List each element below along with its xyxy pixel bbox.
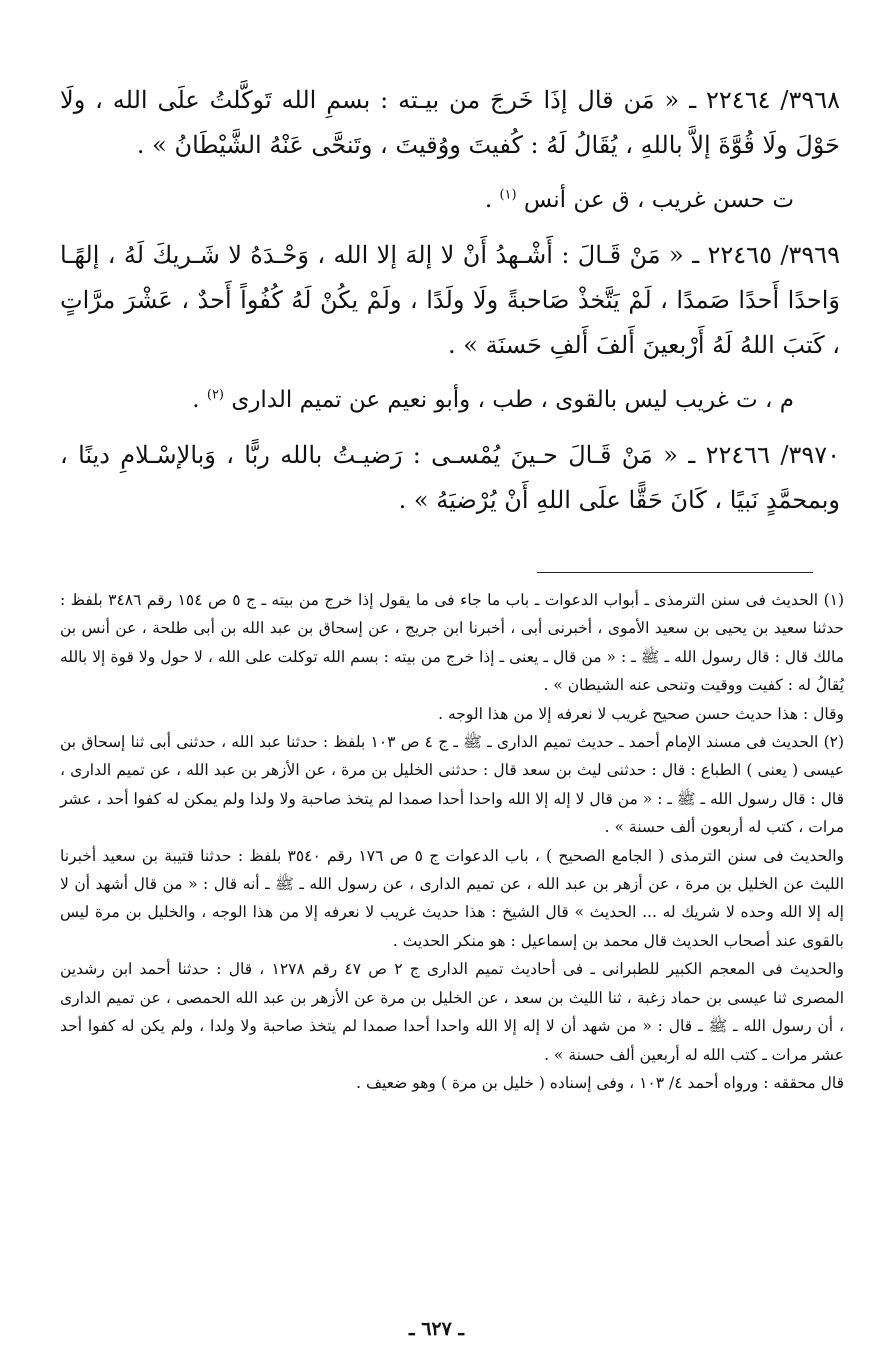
page-number: ـ ٦٢٧ ـ [409, 1318, 464, 1340]
source-text: م ، ت غريب ليس بالقوى ، طب ، وأبو نعيم عن تميم الدارى [231, 387, 794, 413]
footnote-ref-1[interactable]: (١) [499, 187, 517, 203]
footnote-2: (٢) الحديث فى مسند الإمام أحمد ـ حديث تميم الدارى ـ ﷺ ـ ج ٤ ص ١٠٣ بلفظ : حدثنا عبد الله ، حدثنى أبى ثنا إسحاق بن عيسى ( يعنى ) الطباع : قال : حدثنى ليث بن سعد قال : حدثنى الخليل بن مرة ، عن الأزهر بن عبد الله ، عن تميم الدارى ، قال : قال رسول الله ـ ﷺ ـ : « من قال لا إله إلا الله واحدا أحدا صمدا لم يتخذ صاحبة ولا ولدا ولم يمكن له كفوا أحد ، عشر مرات ، كتب له أربعون ألف حسنة » . [60, 733, 845, 837]
hadith-3968-source [60, 178, 840, 223]
source-text: ت حسن غريب ، ق عن أنس [523, 187, 794, 213]
footnote-1-comment: وقال : هذا حديث حسن صحيح غريب لا نعرفه إلا من هذا الوجه . [438, 704, 844, 723]
main-text [60, 78, 840, 533]
hadith-3969: ٣٩٦٩/ ٢٢٤٦٥ ـ « مَنْ قَـالَ : أَشْـهدُ أَنْ لا إلهَ إلا الله ، وَحْـدَهُ لا شَـريكَ لَهُ ، إلهًـا وَاحدًا أَحدًا صَمدًا ، لَمْ يَتَّخذْ صَاحبةً ولَا ولَدًا ، ولَمْ يكُنْ لَهُ كُفُواً أَحدٌ ، عَشْرَ مرَّاتٍ ، كَتبَ اللهُ لَهُ أَرْبعينَ أَلفَ أَلفِ حَسنَة » . [60, 241, 841, 359]
hadith-3968: ٣٩٦٨/ ٢٢٤٦٤ ـ « مَن قال إذَا خَرجَ من بيـته : بسمِ الله تَوكَّلتُ علَى الله ، ولَا حَوْلَ ولَا قُوَّةَ إلاَّ باللهِ ، يُقَالُ لَهُ : كُفيتَ ووُقيتَ ، وتَنحَّى عَنْهُ الشَّيْطَانُ » . [60, 86, 840, 159]
source-end: . [192, 387, 207, 413]
footnote-2-tabarani: والحديث فى المعجم الكبير للطبرانى ـ فى أحاديث تميم الدارى ج ٢ ص ٤٧ رقم ١٢٧٨ ، قال : حدثنا أحمد ابن رشدين المصرى ثنا عيسى بن حماد زغبة ، ثنا الليث بن سعد ، عن الخليل بن مرة عن الأزهر بن عبد الله الحمصى ، عن تميم الدارى ، أن رسول الله ـ ﷺ ـ قال : « من شهد أن لا إله إلا الله واحدا أحدا صمدا لم يتخذ صاحبة ولا ولدا ، ولم يكن له كفوا أحد عشر مرات ـ كتب الله له أربعين ألف حسنة » . [60, 960, 844, 1064]
hadith-3970: ٣٩٧٠/ ٢٢٤٦٦ ـ « مَنْ قَـالَ حـينَ يُمْسـى : رَضيـتُ بالله ربًّا ، وَبالإسْـلامِ دينًا ، وبمحمَّدٍ نَبيًا ، كَانَ حَقًّا علَى اللهِ أَنْ يُرْضيَهُ » . [60, 441, 841, 514]
footnotes [60, 586, 844, 1097]
source-end: . [484, 187, 500, 213]
footnote-2-editor: قال محققه : ورواه أحمد ٤/ ١٠٣ ، وفى إسناده ( خليل بن مرة ) وهو ضعيف . [356, 1073, 844, 1092]
hadith-3969-source [60, 378, 840, 423]
footnote-divider [537, 572, 813, 573]
footnote-ref-2[interactable]: (٢) [206, 387, 224, 403]
footnote-2-tirmidhi: والحديث فى سنن الترمذى ( الجامع الصحيح ) ، باب الدعوات ج ٥ ص ١٧٦ رقم ٣٥٤٠ بلفظ : حدثنا قتيبة بن سعيد أخبرنا الليث عن الخليل بن مرة ، عن أزهر بن عبد الله ، عن تميم الدارى ، عن رسول الله ـ ﷺ ـ أنه قال : « من قال أشهد أن لا إله إلا الله وحده لا شريك له ... الحديث » قال الشيخ : هذا حديث غريب لا نعرفه إلا من هذا الوجه ، والخليل بن مرة ليس بالقوى عند أصحاب الحديث قال محمد بن إسماعيل : هو منكر الحديث . [60, 846, 844, 950]
footnote-1: (١) الحديث فى سنن الترمذى ـ أبواب الدعوات ـ باب ما جاء فى ما يقول إذا خرج من بيته ـ ج ٥ ص ١٥٤ رقم ٣٤٨٦ بلفظ : حدثنا سعيد بن يحيى بن سعيد الأموى ، أخبرنى أبى ، أخبرنا ابن جريج ، عن إسحاق بن عبد الله بن أبى طلحة ، عن أنس بن مالك قال : قال رسول الله ـ ﷺ ـ : « من قال ـ يعنى ـ إذا خرج من بيته : بسم الله توكلت على الله ، لا حول ولا قوة إلا بالله يُقالُ له : كفيت ووقيت وتنحى عنه الشيطان » . [60, 591, 845, 695]
